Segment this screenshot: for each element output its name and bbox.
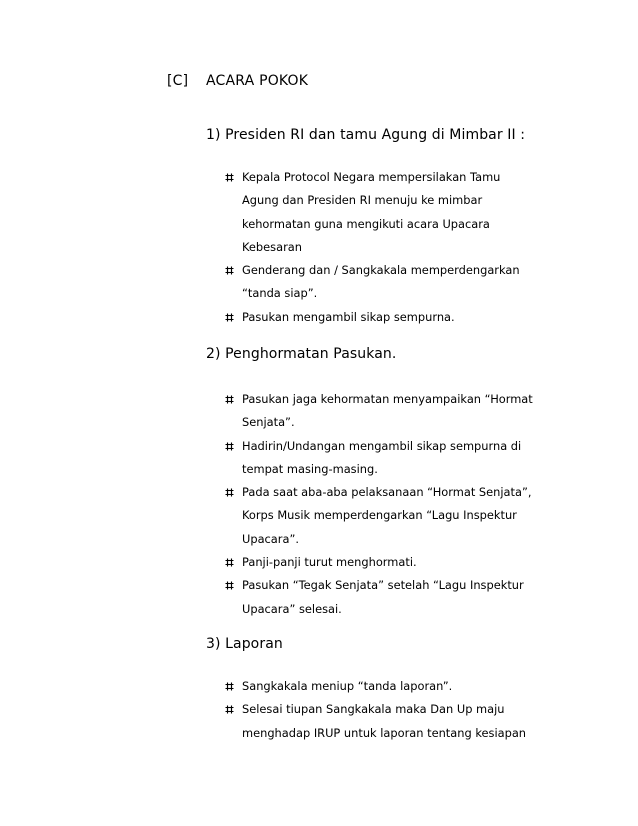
- hash-square-bullet-icon: [225, 682, 234, 691]
- subsection-heading-3: 3) Laporan: [206, 636, 283, 652]
- subsection-heading-2: 2) Penghormatan Pasukan.: [206, 346, 397, 362]
- bullet-list-3: [225, 675, 545, 745]
- section-title: ACARA POKOK: [206, 73, 309, 89]
- section-label: [C]: [167, 73, 189, 89]
- bullet-list-1: [225, 166, 545, 329]
- list-item: [225, 259, 545, 306]
- list-item-line: Pasukan jaga kehormatan menyampaikan “Hormat: [242, 392, 533, 406]
- list-item-line: menghadap IRUP untuk laporan tentang kesiapan: [242, 725, 527, 740]
- list-item-line: Kepala Protocol Negara mempersilakan Tamu: [242, 170, 501, 184]
- list-item: [225, 551, 545, 574]
- hash-square-bullet-icon: [225, 266, 234, 275]
- list-item-line: Sangkakala meniup “tanda laporan”.: [242, 679, 453, 693]
- hash-square-bullet-icon: [225, 313, 234, 322]
- list-item: [225, 306, 545, 329]
- list-item: [225, 698, 545, 745]
- list-item: [225, 388, 545, 435]
- list-item: [225, 574, 545, 621]
- list-item-line: Panji-panji turut menghormati.: [242, 555, 417, 570]
- list-item-line: Kebesaran: [242, 239, 302, 254]
- list-item-line: Agung dan Presiden RI menuju ke mimbar: [242, 193, 483, 208]
- hash-square-bullet-icon: [225, 581, 234, 590]
- list-item-line: kehormatan guna mengikuti acara Upacara: [242, 216, 490, 231]
- hash-square-bullet-icon: [225, 705, 234, 714]
- list-item-line: Korps Musik memperdengarkan “Lagu Inspektur: [242, 508, 517, 523]
- list-item-line: Pasukan “Tegak Senjata” setelah “Lagu Inspektur: [242, 578, 524, 593]
- list-item-line: “tanda siap”.: [242, 286, 318, 301]
- list-item-line: Upacara”.: [242, 531, 299, 546]
- list-item: [225, 166, 545, 259]
- list-item: [225, 481, 545, 551]
- list-item: [225, 435, 545, 482]
- list-item-line: tempat masing-masing.: [242, 461, 378, 476]
- list-item-line: Pada saat aba-aba pelaksanaan “Hormat Senjata”,: [242, 485, 532, 500]
- list-item-line: Senjata”.: [242, 415, 295, 430]
- hash-square-bullet-icon: [225, 173, 234, 182]
- hash-square-bullet-icon: [225, 558, 234, 567]
- bullet-list-2: [225, 388, 545, 621]
- list-item-line: Genderang dan / Sangkakala memperdengarkan: [242, 263, 520, 278]
- list-item-line: Upacara” selesai.: [242, 601, 342, 616]
- hash-square-bullet-icon: [225, 488, 234, 497]
- list-item-line: Hadirin/Undangan mengambil sikap sempurna di: [242, 438, 522, 453]
- hash-square-bullet-icon: [225, 395, 234, 404]
- list-item: [225, 675, 545, 698]
- subsection-heading-1: 1) Presiden RI dan tamu Agung di Mimbar II :: [206, 127, 526, 143]
- list-item-line: Pasukan mengambil sikap sempurna.: [242, 309, 455, 324]
- hash-square-bullet-icon: [225, 442, 234, 451]
- list-item-line: Selesai tiupan Sangkakala maka Dan Up maju: [242, 702, 505, 717]
